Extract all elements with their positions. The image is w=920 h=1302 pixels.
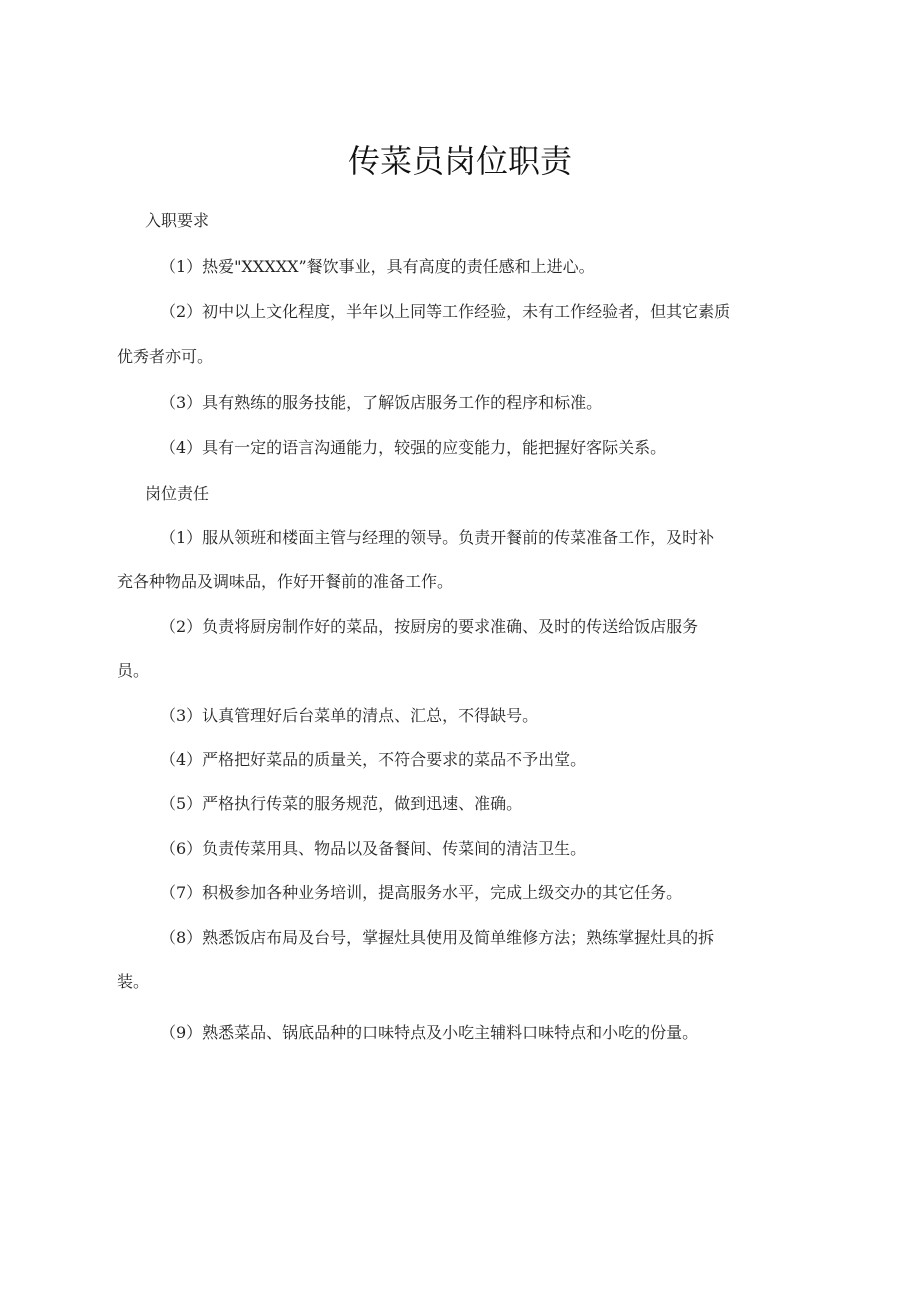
- list-item-line: （9）熟悉菜品、锅底品种的口味特点及小吃主辅料口味特点和小吃的份量。: [160, 1023, 699, 1042]
- list-item-line: （8）熟悉饭店布局及台号，掌握灶具使用及简单维修方法；熟练掌握灶具的拆: [160, 928, 715, 947]
- list-item-line-continued: 充各种物品及调味品，作好开餐前的准备工作。: [117, 572, 454, 591]
- section-heading: 入职要求: [145, 211, 210, 230]
- list-item-line: （2）负责将厨房制作好的菜品，按厨房的要求准确、及时的传送给饭店服务: [160, 617, 699, 636]
- section-heading: 岗位责任: [145, 484, 210, 503]
- list-item-line: （6）负责传菜用具、物品以及备餐间、传菜间的清洁卫生。: [160, 839, 587, 858]
- list-item-line: （5）严格执行传菜的服务规范，做到迅速、准确。: [160, 794, 523, 813]
- list-item-line: （1）服从领班和楼面主管与经理的领导。负责开餐前的传菜准备工作，及时补: [160, 528, 715, 547]
- document-title: 传菜员岗位职责: [347, 142, 572, 180]
- list-item-line: （3）具有熟练的服务技能，了解饭店服务工作的程序和标准。: [160, 393, 603, 412]
- list-item-line: （4）具有一定的语言沟通能力，较强的应变能力，能把握好客际关系。: [160, 438, 667, 457]
- list-item-line-continued: 装。: [117, 972, 150, 991]
- list-item-line: （7）积极参加各种业务培训，提高服务水平，完成上级交办的其它任务。: [160, 883, 683, 902]
- list-item-line: （2）初中以上文化程度，半年以上同等工作经验，未有工作经验者，但其它素质: [160, 302, 731, 321]
- list-item-line: （4）严格把好菜品的质量关，不符合要求的菜品不予出堂。: [160, 750, 587, 769]
- list-item-line-continued: 优秀者亦可。: [117, 347, 214, 366]
- list-item-line: （1）热爱"XXXXX”餐饮事业，具有高度的责任感和上进心。: [160, 257, 595, 276]
- list-item-line-continued: 员。: [117, 661, 150, 680]
- list-item-line: （3）认真管理好后台菜单的清点、汇总，不得缺号。: [160, 706, 539, 725]
